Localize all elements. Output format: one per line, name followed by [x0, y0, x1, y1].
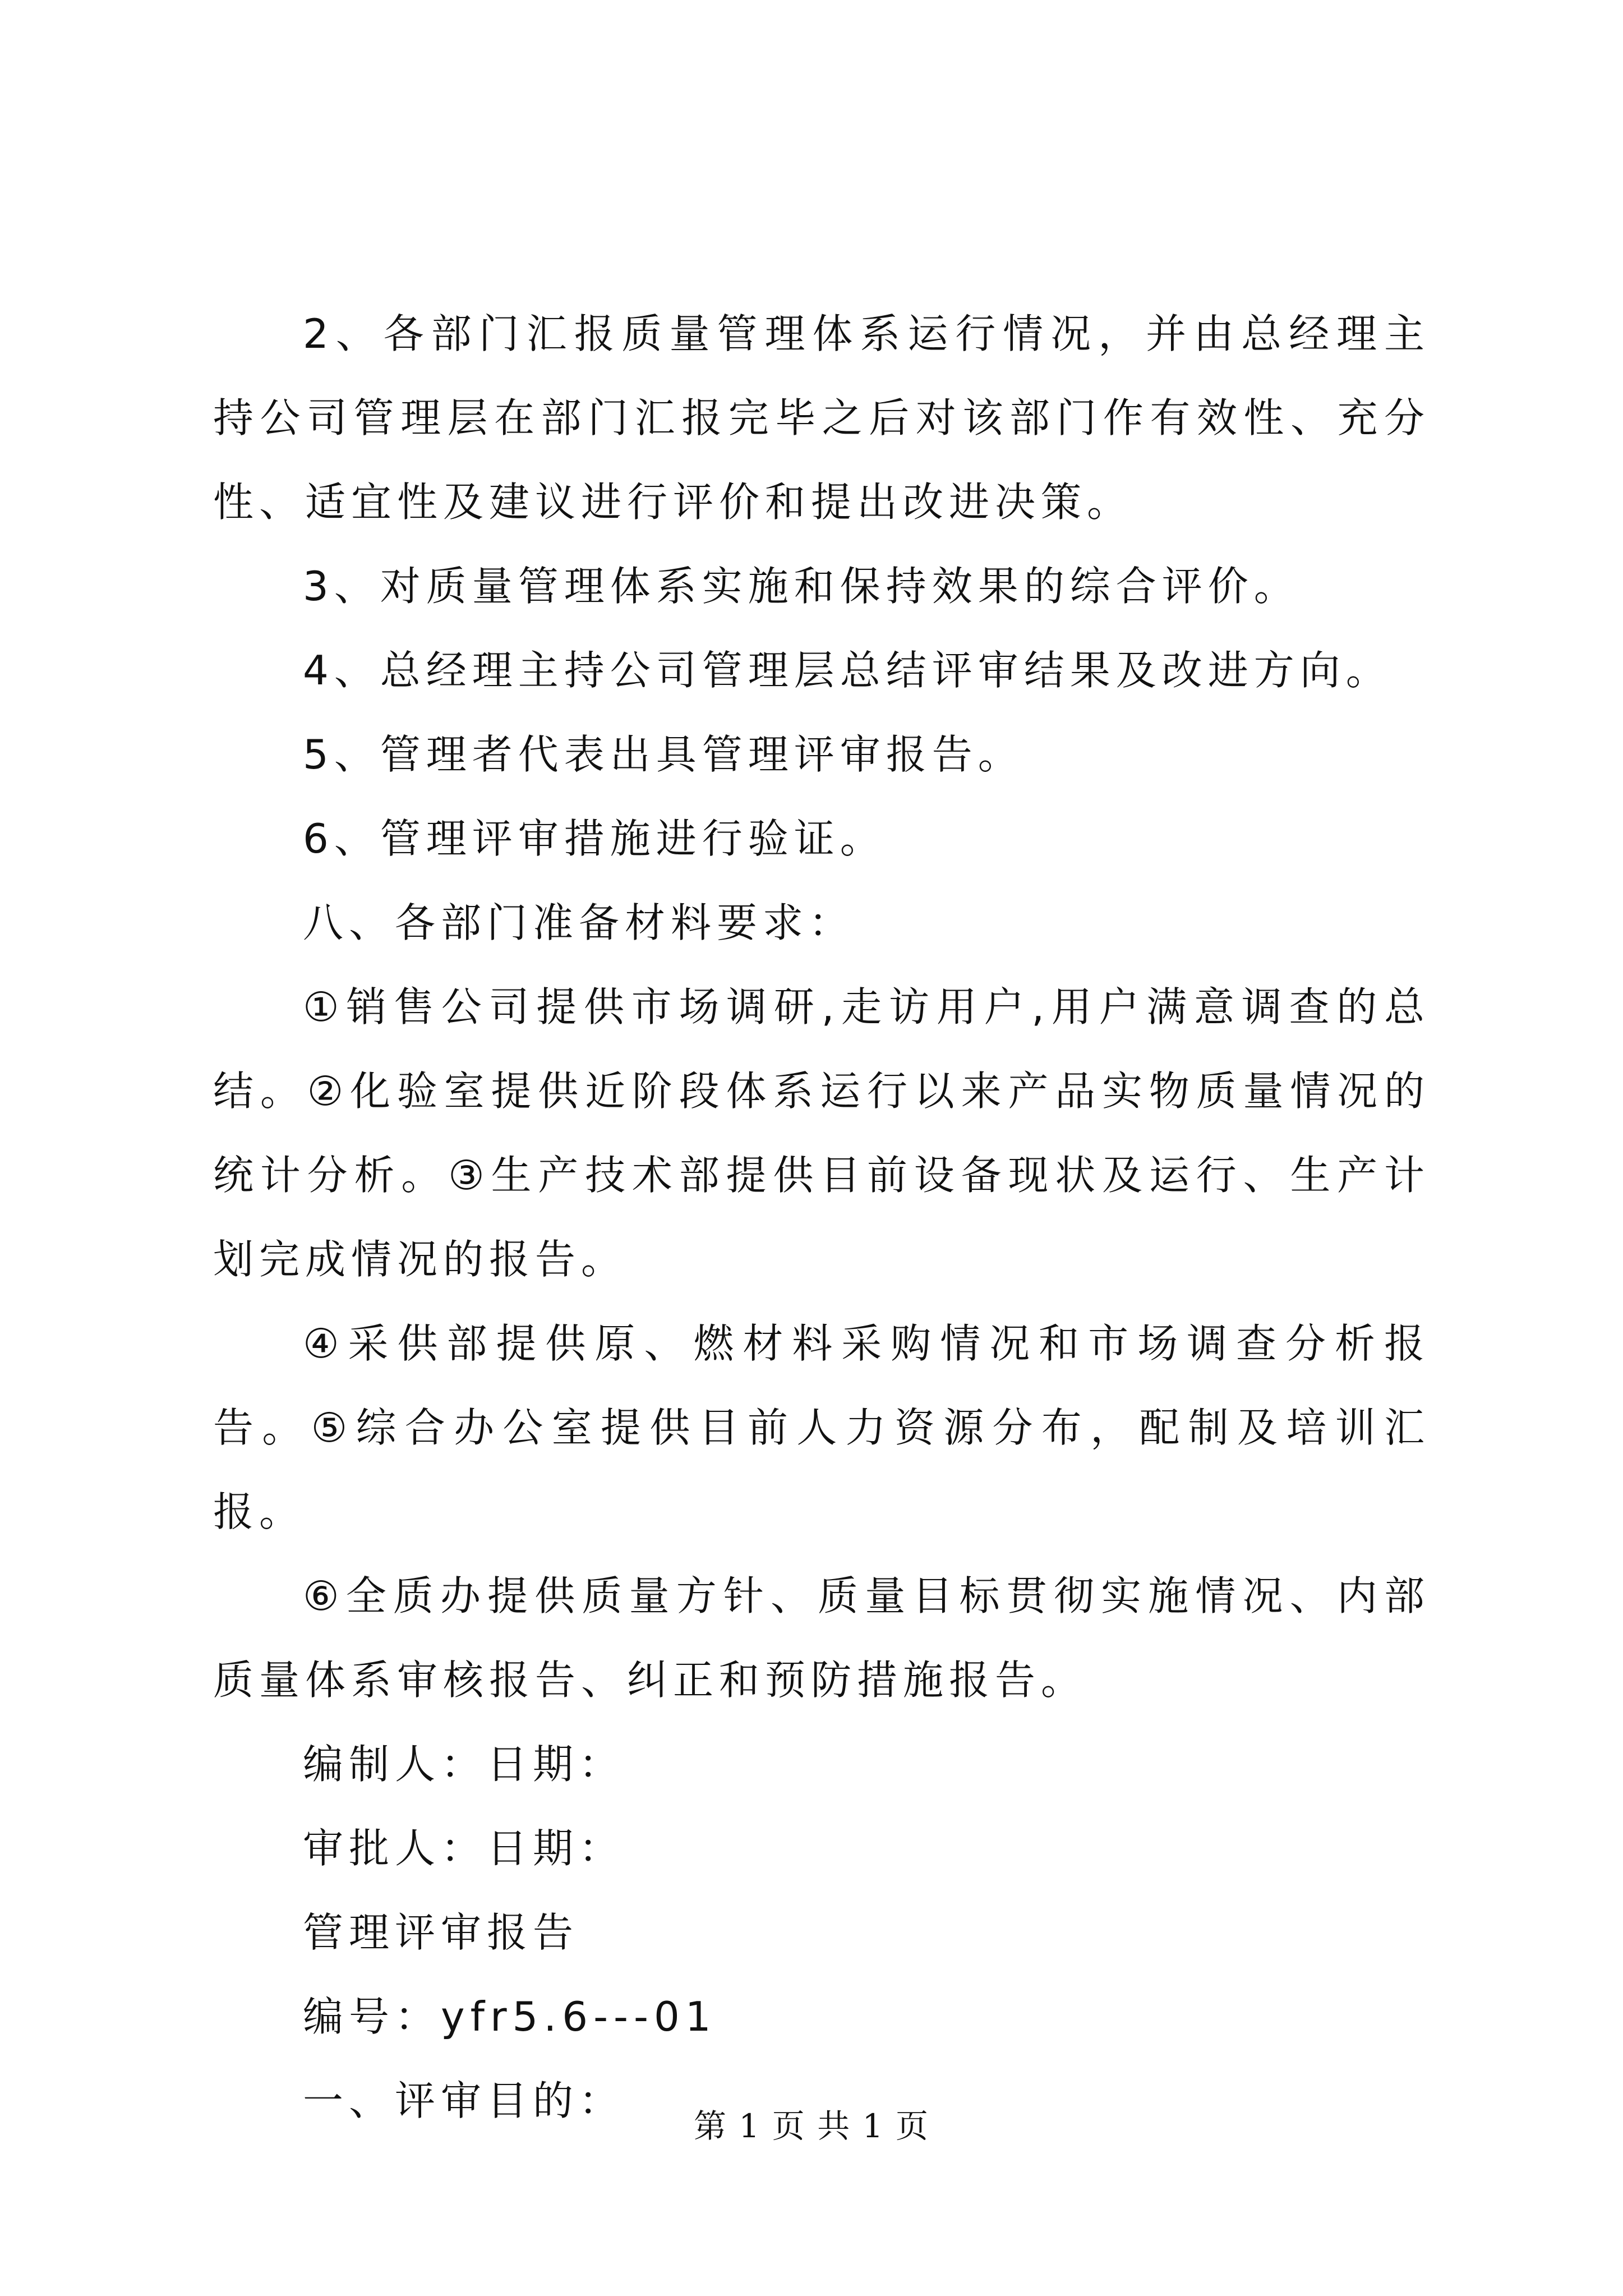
document-body	[213, 292, 1430, 2143]
paragraph-item-3: 3、对质量管理体系实施和保持效果的综合评价。	[303, 563, 1300, 610]
page-footer: 第 1 页 共 1 页	[694, 2107, 929, 2145]
section-heading-8: 八、各部门准备材料要求：	[303, 899, 855, 946]
report-number: 编号：yfr5.6---01	[303, 1993, 717, 2040]
paragraph-item-4: 4、总经理主持公司管理层总结评审结果及改进方向。	[303, 647, 1392, 694]
materials-paragraph-3: ⑥全质办提供质量方针、质量目标贯彻实施情况、内部质量体系审核报告、纠正和预防措施报告。	[213, 1572, 1430, 1704]
section-heading-1: 一、评审目的：	[303, 2077, 625, 2124]
prepared-by-line: 编制人：日期：	[303, 1741, 625, 1788]
materials-paragraph-2: ④采供部提供原、燃材料采购情况和市场调查分析报告。⑤综合办公室提供目前人力资源分布，配制及培训汇报。	[213, 1320, 1430, 1535]
report-title: 管理评审报告	[303, 1909, 579, 1956]
paragraph-item-2: 2、各部门汇报质量管理体系运行情况，并由总经理主持公司管理层在部门汇报完毕之后对该部门作有效性、充分性、适宜性及建议进行评价和提出改进决策。	[213, 310, 1430, 526]
paragraph-item-5: 5、管理者代表出具管理评审报告。	[303, 731, 1024, 778]
paragraph-item-6: 6、管理评审措施进行验证。	[303, 815, 886, 862]
materials-paragraph-1: ①销售公司提供市场调研,走访用户,用户满意调查的总结。②化验室提供近阶段体系运行以来产品实物质量情况的统计分析。③生产技术部提供目前设备现状及运行、生产计划完成情况的报告。	[213, 983, 1430, 1283]
approved-by-line: 审批人：日期：	[303, 1825, 625, 1872]
